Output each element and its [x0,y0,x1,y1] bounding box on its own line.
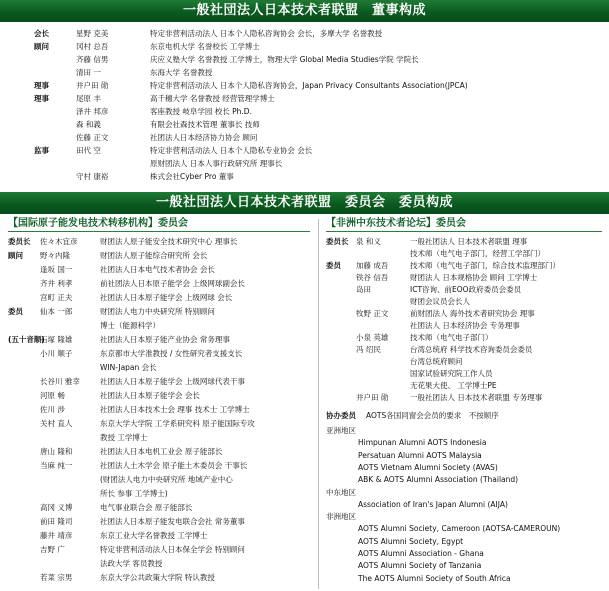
member-affiliation: 财团法人电力中央研究所 特别顾问 [100,307,215,316]
member-role: 会长 [34,29,49,38]
member-row [34,106,604,117]
member-role: 顾问 [8,251,23,260]
member-row [8,376,312,387]
member-affiliation: 技术师（电气电子部门，综合技术监理部门） [410,261,560,270]
member-name: 唐山 隆和 [40,447,73,456]
right-committee-title: 【非洲中东技术者论坛】委员会 [326,218,466,229]
member-row [8,264,312,275]
member-affiliation: 高千穗大学 名誉教授 经营管理学博士 [150,94,275,103]
member-name: 小泉 英雄 [356,333,389,342]
board-banner: 一般社団法人日本技术者联盟 董事构成 [0,0,609,22]
member-affiliation: 特定非营利活动法人 日本个人隐私咨询协会 会长，多摩大学 名誉教授 [150,29,383,38]
member-affiliation: WIN-Japan 会长 [100,363,157,372]
member-name: 石塚 隆雄 [40,335,73,344]
member-name: 齐井 利孝 [40,279,73,288]
member-name: 佐藤 正文 [76,133,109,142]
member-name: 若菜 宗男 [40,573,73,582]
member-affiliation: 一般社团法人 日本技术者联盟 理事 [410,237,528,246]
member-role: 委员 [326,261,341,270]
member-affiliation: 原财团法人 日本人事行政研究所 理事长 [150,159,283,168]
member-row [326,296,604,307]
member-affiliation: ICT咨询、前EOO政府委员会委员 [410,285,522,294]
org-name: Persatuan Alumni AOTS Malaysia [358,450,482,460]
member-name: 牧野 正文 [356,309,389,318]
member-row [8,278,312,289]
member-affiliation: 无花果大使、 工学博士PE [410,381,497,390]
member-name: 守村 康裕 [76,172,109,181]
member-row [34,41,604,52]
member-row [326,284,604,295]
member-name: 小川 顺子 [40,349,73,358]
member-row [326,356,604,367]
orgs-header [326,410,602,421]
member-name: 佐々木宜彦 [40,237,78,246]
member-affiliation: 株式会社Cyber Pro 董事 [150,172,234,181]
member-row [326,392,604,403]
org-name: Himpunan Alumni AOTS Indonesia [358,438,487,448]
org-region: 非洲地区 [326,512,356,522]
member-role: (五十音顺) [8,335,45,344]
member-row [8,320,312,331]
left-title-rule [8,231,310,232]
member-row [8,250,312,261]
member-affiliation: 社团法人土木学会 原子能土木委员会 干事长 [100,461,248,470]
member-name: 田代 空 [76,146,101,155]
member-affiliation: 财团法人原子能综合研究所 会长 [100,251,208,260]
member-name: 井户田 勋 [356,393,389,402]
member-row [34,28,604,39]
column-divider [318,219,319,589]
member-row [8,306,312,317]
member-row [326,332,604,343]
member-name: 野々内隆 [40,251,70,260]
member-affiliation: 技术师（电气电子部门） [410,333,493,342]
member-row [8,418,312,429]
member-row [34,132,604,143]
member-row [8,502,312,513]
member-name: 仙本 一郎 [40,307,73,316]
member-role: 委员长 [326,237,349,246]
member-name: 吉野 广 [40,545,65,554]
member-name: 铁谷 信吾 [356,273,389,282]
org-name: ABK & AOTS Alumni Association (Thailand) [358,475,519,485]
member-row [8,432,312,443]
member-name: 长谷川 雅幸 [40,377,80,386]
right-title-rule [326,231,602,232]
member-affiliation: 社团法人 日本经济协会 专务理事 [410,321,520,330]
member-name: 泽井 邦彦 [76,107,109,116]
member-row [8,544,312,555]
member-affiliation: 庆应义塾大学 名誉教授 工学博士，物理大学 Global Media Studies学院 学院长 [150,55,419,64]
member-affiliation: 所长 参事 工学博士) [100,489,168,498]
member-affiliation: 财团法人 日本规格协会 顾问 工学博士 [410,273,538,282]
org-name: The AOTS Alumni Society of South Africa [358,573,511,583]
member-name: 森 和義 [76,120,101,129]
member-affiliation: 客座教授 岐阜学园 校长 Ph.D. [150,107,252,116]
member-row [34,119,604,130]
org-name: Association of Iran's Japan Alumni (AIJA) [358,499,508,509]
member-row [8,558,312,569]
member-row [34,93,604,104]
member-affiliation: 社团法人日本原子能产业协会 常务理事 [100,335,230,344]
member-affiliation: 社团法人日本原子能学会 上级网球代表干事 [100,377,245,386]
member-name: 高冈 义博 [40,503,73,512]
member-affiliation: 东京电机大学 名誉校长 工学博士 [150,42,260,51]
member-name: 宫町 正夫 [40,293,73,302]
orgs-header-text: AOTS各国同窗会会员的要求 不按顺序 [366,411,499,420]
member-affiliation: 特定非营利活动法人日本保全学会 特别顾问 [100,545,245,554]
member-affiliation: 国家试验研究院工作人员 [410,369,493,378]
member-affiliation: 一般社团法人 日本技术者联盟 专务理事 [410,393,543,402]
member-row [8,404,312,415]
member-row [326,260,604,271]
member-row [326,320,604,331]
member-affiliation: 教授 工学博士 [100,433,148,442]
member-row [326,272,604,283]
member-name: 泉 和义 [356,237,381,246]
member-name: 井户田 勋 [76,81,109,90]
member-name: 佐川 涉 [40,405,65,414]
member-row [8,292,312,303]
member-name: 河原 畅 [40,391,65,400]
member-row [326,344,604,355]
member-affiliation: 前财团法人 海外技术者研究协会 理事 [410,309,535,318]
org-name: AOTS Alumni Society of Tanzania [358,561,482,571]
member-row [34,145,604,156]
member-role: 理事 [34,81,49,90]
member-affiliation: 财团法人原子能安全技术研究中心 理事长 [100,237,238,246]
member-name: 岛田 [356,285,371,294]
member-row [34,54,604,65]
member-role: 委员 [8,307,23,316]
member-name: 清田 一 [76,68,101,77]
member-affiliation: 社团法人日本原子能发电联合会社 常务董事 [100,517,245,526]
member-name: 关村 直人 [40,419,73,428]
member-row [326,368,604,379]
member-name: 当麻 纯一 [40,461,73,470]
member-row [326,236,604,247]
org-region: 亚洲地区 [326,426,356,435]
member-affiliation: 财团会议员会长人 [410,297,470,306]
member-row [8,390,312,401]
member-row [8,474,312,485]
member-row [326,380,604,391]
member-row [8,236,312,247]
member-row [8,530,312,541]
member-name: 星野 克美 [76,29,109,38]
member-role: 监事 [34,146,49,155]
member-row [8,516,312,527]
member-affiliation: 台湾总统府 科学技术咨询委员会委员 [410,345,533,354]
orgs-header-label: 协办委员 [326,411,356,420]
member-affiliation: 社团法人日本电气技术者协会 会长 [100,265,215,274]
member-affiliation: 技术师（电气电子部门，经营工学部门） [410,249,545,258]
member-affiliation: 东京大学大学院 工学系研究科 原子能国际专攻 [100,419,255,428]
member-affiliation: 东海大学 名誉教授 [150,68,213,77]
member-affiliation: 社团法人日本原子能学会 上级网球 会长 [100,293,233,302]
member-row [326,308,604,319]
member-name: 冈村 总吾 [76,42,109,51]
member-name: 齐藤 信男 [76,55,109,64]
member-role: 理事 [34,94,49,103]
member-row [34,80,604,91]
member-row [34,67,604,78]
member-row [326,248,604,259]
member-name: 前田 隆司 [40,517,73,526]
member-affiliation: 东京工业大学名誉教授 工学博士 [100,531,208,540]
member-affiliation: 社团法人日本原子能学会 会长 [100,391,200,400]
member-row [8,362,312,373]
member-affiliation: 特定非营利活动法人 日本个人隐私专业协会 会长 [150,146,313,155]
member-name: 逢坂 国一 [40,265,73,274]
left-committee-title: 【国际原子能发电技术转移机构】委员会 [8,218,188,229]
member-affiliation: 法政大学 客员教授 [100,559,163,568]
org-region: 中东地区 [326,487,356,497]
member-name: 冯 绍民 [356,345,381,354]
member-row [8,334,312,345]
member-row [34,158,604,169]
member-name: 尾原 丰 [76,94,101,103]
org-name: AOTS Alumni Society, Egypt [358,536,464,546]
member-affiliation: 社团法人日本技术士会 理事 技术士 工学博士 [100,405,250,414]
org-name: AOTS Vietnam Alumni Society (AVAS) [358,462,498,472]
member-affiliation: 特定非营利活动法人 日本个人隐私咨询协会，Japan Privacy Consultants Association(JPCA) [150,81,468,90]
member-affiliation: 博士（能源科学） [100,321,160,330]
member-affiliation: 台湾总统府顾问 [410,357,463,366]
member-row [8,446,312,457]
member-row [8,348,312,359]
member-row [8,572,312,583]
org-name: AOTS Alumni Association - Ghana [358,549,484,558]
member-affiliation: 社团法人日本电机工业会 原子能部长 [100,447,223,456]
member-affiliation: 东京大学公共政策大学院 特认教授 [100,573,215,582]
member-affiliation: 社团法人日本经济协力协会 顾问 [150,133,258,142]
org-name: AOTS Alumni Society, Cameroon (AOTSA-CAMEROUN) [358,524,561,534]
member-row [8,488,312,499]
member-affiliation: 有限会社森技术管理 董事长 技师 [150,120,260,129]
committee-banner: 一般社団法人日本技术者联盟 委员会 委员构成 [0,192,609,214]
member-role: 委员长 [8,237,31,246]
member-row [8,460,312,471]
member-affiliation: (财团法人电力中央研究所 地域产业中心 [100,475,233,484]
member-row [34,171,604,182]
member-name: 藤井 靖彦 [40,531,73,540]
member-affiliation: 电气事业联合会 原子能部长 [100,503,193,512]
member-role: 顾问 [34,42,49,51]
member-affiliation: 前社团法人日本原子能学会 上级网球副会长 [100,279,245,288]
member-name: 加藤 成吾 [356,261,389,270]
member-affiliation: 东京都市大学准教授 / 女性研究者支援支长 [100,349,243,358]
